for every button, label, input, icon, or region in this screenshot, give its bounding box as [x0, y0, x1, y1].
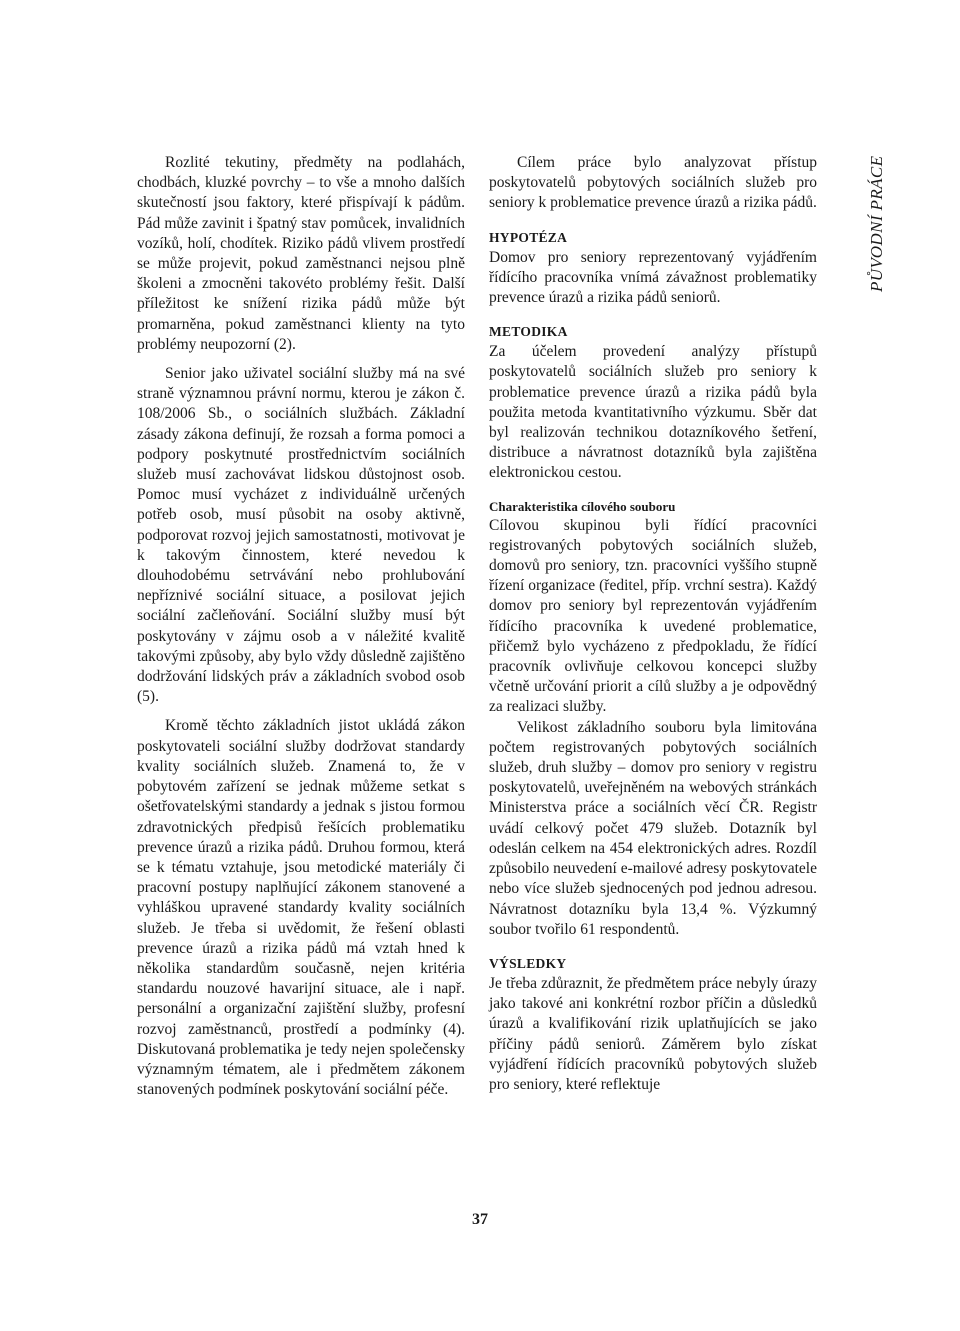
paragraph-target-group: Cílovou skupinou byli řídící pracovníci registrovaných pobytových sociálních služeb, domovů pro seniory, tzn. pracovníci vyššího stupně řízení organizace (ředitel, příp. vrchní sestra). Každý domov pro seniory byl reprezentován vyjádřením řídícího pracovníka k uvedené problematice, přičemž bylo vycházeno z předpokladu, že řídící pracovník ovlivňuje celkovou koncepci služby včetně určování priorit a cílů služby a je odpovědný za realizaci služby.	[489, 516, 817, 716]
paragraph-sample-size: Velikost základního souboru byla limitována počtem registrovaných pobytových sociálních služeb, druh služby – domov pro seniory v registru poskytovatelů, uveřejněném na webových stránkách Ministerstva práce a sociálních věcí ČR. Registr uvádí celkový počet 479 služeb. Dotazník byl odeslán celkem na 454 elektronických adres. Rozdíl způsobilo neuvedení e-mailové adresy poskytovatele nebo více služeb sjednocených pod jednou adresou. Návratnost dotazníku byla 13,4 %. Výzkumný soubor tvořilo 61 respondentů.	[489, 718, 817, 938]
page-number: 37	[472, 1211, 488, 1228]
heading-hypothesis: HYPOTÉZA	[489, 229, 568, 245]
paragraph-methods: Za účelem provedení analýzy přístupů poskytovatelů sociálních služeb pro seniory k problematice prevence úrazů a rizika pádů byla použita metoda kvantitativního výzkumu. Sběr dat byl realizován technikou dotazníkového šetření, distribuce a návratnost dotazníků byla zajištěna elektronickou cestou.	[489, 343, 817, 482]
paragraph-hypothesis: Domov pro seniory reprezentovaný vyjádřením řídícího pracovníka vnímá závažnost problematiky prevence úrazů a rizika pádů seniorů.	[489, 248, 817, 307]
paragraph-aim: Cílem práce bylo analyzovat přístup poskytovatelů pobytových sociálních služeb pro seniory k problematice prevence úrazů a rizika pádů.	[489, 154, 817, 212]
right-column	[489, 153, 817, 1095]
left-column	[137, 153, 465, 1100]
paragraph-results: Je třeba zdůraznit, že předmětem práce nebyly úrazy jako takové ani konkrétní rozbor příčin a důsledků úrazů a kvalifikování rizik uplatňujících se jako příčiny pádů seniorů. Záměrem bylo získat vyjádření řídících pracovníků pobytových služeb pro seniory, které reflektuje	[489, 974, 817, 1093]
paragraph-social-services-act: Senior jako uživatel sociální služby má na své straně významnou právní normu, kterou je zákon č. 108/2006 Sb., o sociálních službách. Základní zásady zákona definují, že rozsah a forma pomoci a podpory poskytnuté prostřednictvím sociálních služeb musí zachovávat lidskou důstojnost osob. Pomoc musí vycházet z individuálně určených potřeb osob, musí působit na osoby aktivně, podporovat rozvoj jejich samostatnosti, motivovat je k takovým činnostem, které nevedou k dlouhodobému setrvávání nebo prohlubování nepříznivé sociální situace, a posilovat jejich sociální začleňování. Sociální služby musí být poskytovány v zájmu osob a v náležité kvalitě takovými způsoby, aby bylo vždy důsledně zajištěno dodržování lidských práv a základních svobod osob (5).	[137, 365, 465, 706]
heading-methods: METODIKA	[489, 324, 568, 340]
heading-results: VÝSLEDKY	[489, 955, 567, 971]
paragraph-quality-standards: Kromě těchto základních jistot ukládá zákon poskytovateli sociální služby dodržovat standardy kvality sociálních služeb. Znamená to, že v pobytovém zařízení se jednak můžeme setkat s ošetřovatelskými standardy a jednak s jistou formou zdravotnických předpisů řešících problematiku prevence úrazů a rizika pádů. Druhou formou, která se k tématu vztahuje, jsou metodické materiály či pracovní postupy naplňující zákonem stanovené a vyhláškou upravené standardy kvality sociálních služeb. Je třeba si uvědomit, že řešení oblasti prevence úrazů a rizika pádů má vztah hned k několika standardům současně, nejen kritéria standardu nouzové havarijní situace, ale i např. personální a organizační zajištění služby, profesní rozvoj zaměstnanců, prostředí a podmínky (4). Diskutovaná problematika je tedy nejen společensky významným tématem, ale i předmětem zákonem stanovených podmínek poskytování sociální péče.	[137, 717, 465, 1099]
paragraph-fall-risk-factors: Rozlité tekutiny, předměty na podlahách, chodbách, kluzké povrchy – to vše a mnoho dalších skutečností jsou faktory, které přispívají k pádům. Pád může zavinit i špatný stav pomůcek, invalidních vozíků, holí, chodítek. Riziko pádů vlivem prostředí se může projevit, pokud zaměstnanci nejsou plně školeni a zmocněni takovéto problémy řešit. Další příležitost ke snížení rizika pádů může být promarněna, pokud zaměstnanci klienty na tyto problémy neupozorní (2).	[137, 154, 465, 353]
heading-target-group: Charakteristika cílového souboru	[489, 498, 676, 514]
section-side-label: PŮVODNÍ PRÁCE	[867, 155, 886, 292]
